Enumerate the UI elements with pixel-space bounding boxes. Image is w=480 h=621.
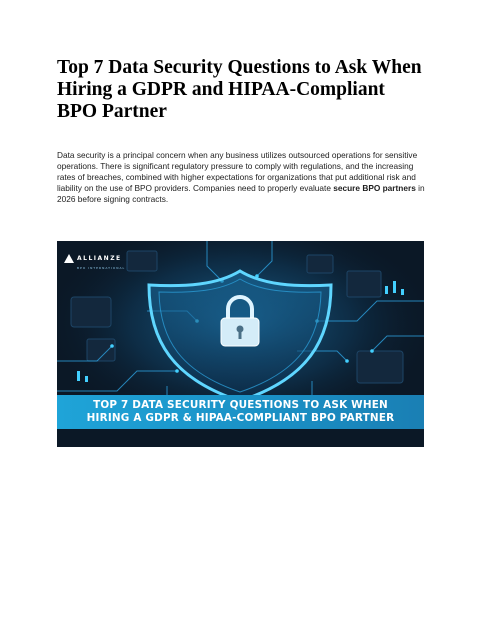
- hero-image: [57, 241, 424, 447]
- intro-bold-link-text: secure BPO partners: [333, 183, 416, 193]
- logo-mark-icon: [64, 254, 74, 263]
- banner-line-2: HIRING A GDPR & HIPAA-COMPLIANT BPO PARTNER: [86, 412, 395, 424]
- intro-text-end: in 2026 before signing contracts.: [57, 183, 425, 204]
- logo-name: ALLIANZE: [77, 255, 122, 262]
- image-banner: [57, 395, 424, 429]
- logo-tagline: BPO INTERNATIONAL: [77, 266, 126, 270]
- intro-paragraph: [57, 150, 425, 205]
- page-title: Top 7 Data Security Questions to Ask When Hiring a GDPR and HIPAA-Compliant BPO Partner: [57, 57, 422, 122]
- allianze-logo: [64, 247, 125, 270]
- intro-text: Data security is a principal concern when any business utilizes outsourced operations for sensitive operations. There is significant regulatory pressure to comply with regulations, and the increasing rates of breaches, combined with higher expectations for organizations that put additional risk and liability on the use of BPO providers. Companies need to properly evaluate: [57, 150, 418, 193]
- banner-line-1: TOP 7 DATA SECURITY QUESTIONS TO ASK WHEN: [93, 398, 388, 411]
- logo-text-group: [77, 247, 125, 270]
